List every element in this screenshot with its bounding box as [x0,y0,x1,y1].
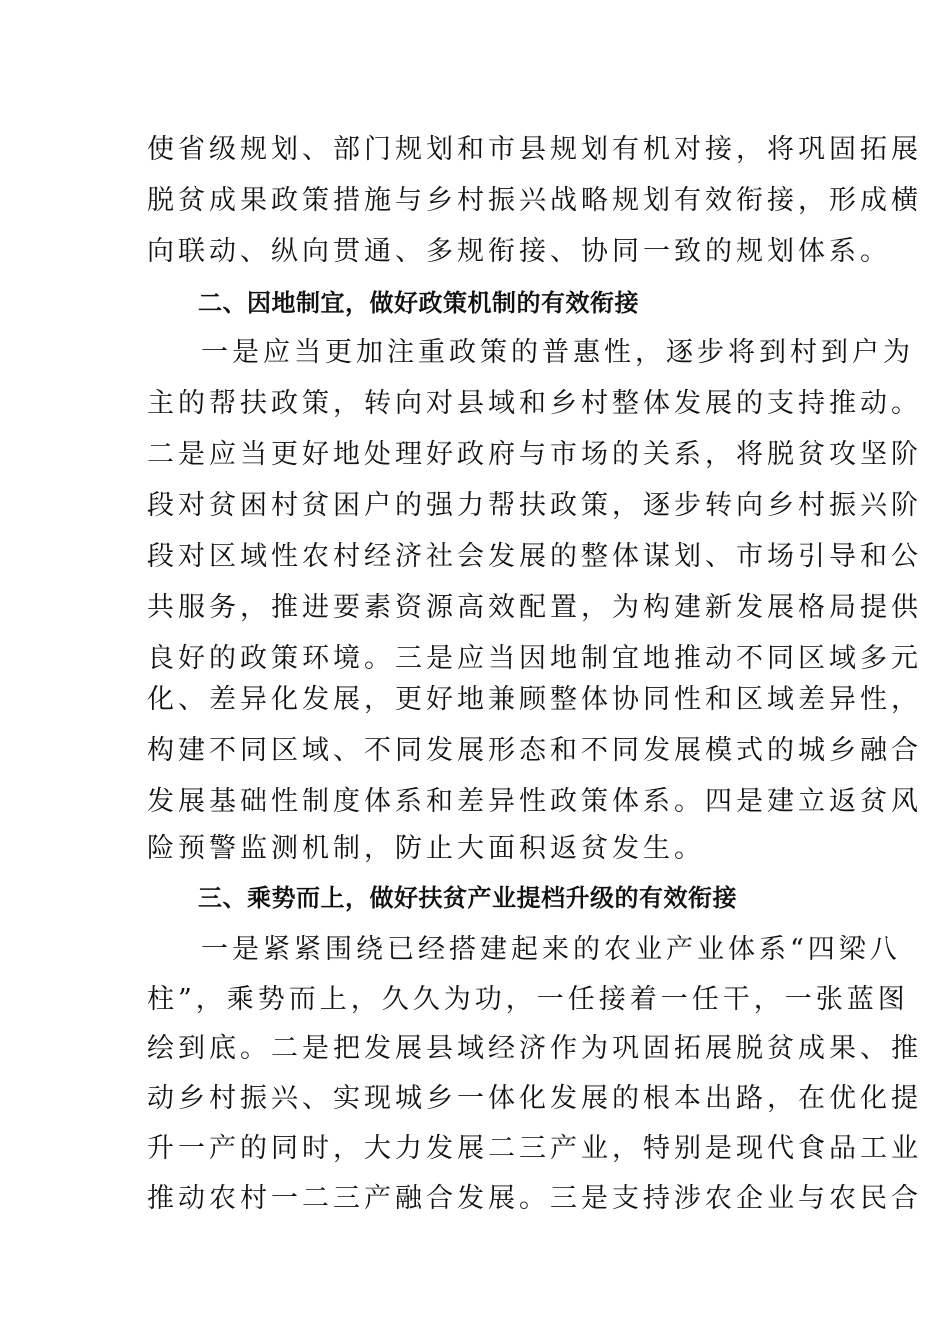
paragraph-2-line-4: 段对贫困村贫困户的强力帮扶政策，逐步转向乡村振兴阶 [147,490,922,521]
paragraph-1-line-2: 脱贫成果政策措施与乡村振兴战略规划有效衔接，形成横 [147,185,922,216]
paragraph-2-line-8: 化、差异化发展，更好地兼顾整体协同性和区域差异性， [147,684,922,715]
section-heading-2: 二、因地制宜，做好政策机制的有效衔接 [198,289,639,317]
paragraph-3-line-5: 升一产的同时，大力发展二三产业，特别是现代食品工业 [147,1133,922,1164]
paragraph-1-line-1: 使省级规划、部门规划和市县规划有机对接，将巩固拓展 [147,134,922,165]
paragraph-2-line-1: 一是应当更加注重政策的普惠性，逐步将到村到户为 [201,337,914,368]
paragraph-2-line-5: 段对区域性农村经济社会发展的整体谋划、市场引导和公 [147,541,922,572]
paragraph-3-line-1: 一是紧紧围绕已经搭建起来的农业产业体系“四梁八 [201,934,901,965]
paragraph-2-line-10: 发展基础性制度体系和差异性政策体系。四是建立返贫风 [147,786,922,817]
paragraph-2-line-2: 主的帮扶政策，转向对县域和乡村整体发展的支持推动。 [147,388,922,419]
paragraph-2-line-3: 二是应当更好地处理好政府与市场的关系，将脱贫攻坚阶 [147,439,922,470]
paragraph-1-line-3: 向联动、纵向贯通、多规衔接、协同一致的规划体系。 [147,236,891,267]
section-heading-3: 三、乘势而上，做好扶贫产业提档升级的有效衔接 [198,884,737,912]
paragraph-3-line-2: 柱”，乘势而上，久久为功，一任接着一任干，一张蓝图 [147,984,909,1015]
paragraph-2-line-11: 险预警监测机制，防止大面积返贫发生。 [147,833,705,864]
paragraph-3-line-4: 动乡村振兴、实现城乡一体化发展的根本出路，在优化提 [147,1083,922,1114]
paragraph-2-line-9: 构建不同区域、不同发展形态和不同发展模式的城乡融合 [147,735,922,766]
paragraph-2-line-7: 良好的政策环境。三是应当因地制宜地推动不同区域多元 [147,643,922,674]
paragraph-3-line-6: 推动农村一二三产融合发展。三是支持涉农企业与农民合 [147,1183,922,1214]
paragraph-3-line-3: 绘到底。二是把发展县域经济作为巩固拓展脱贫成果、推 [147,1033,922,1064]
paragraph-2-line-6: 共服务，推进要素资源高效配置，为构建新发展格局提供 [147,592,922,623]
